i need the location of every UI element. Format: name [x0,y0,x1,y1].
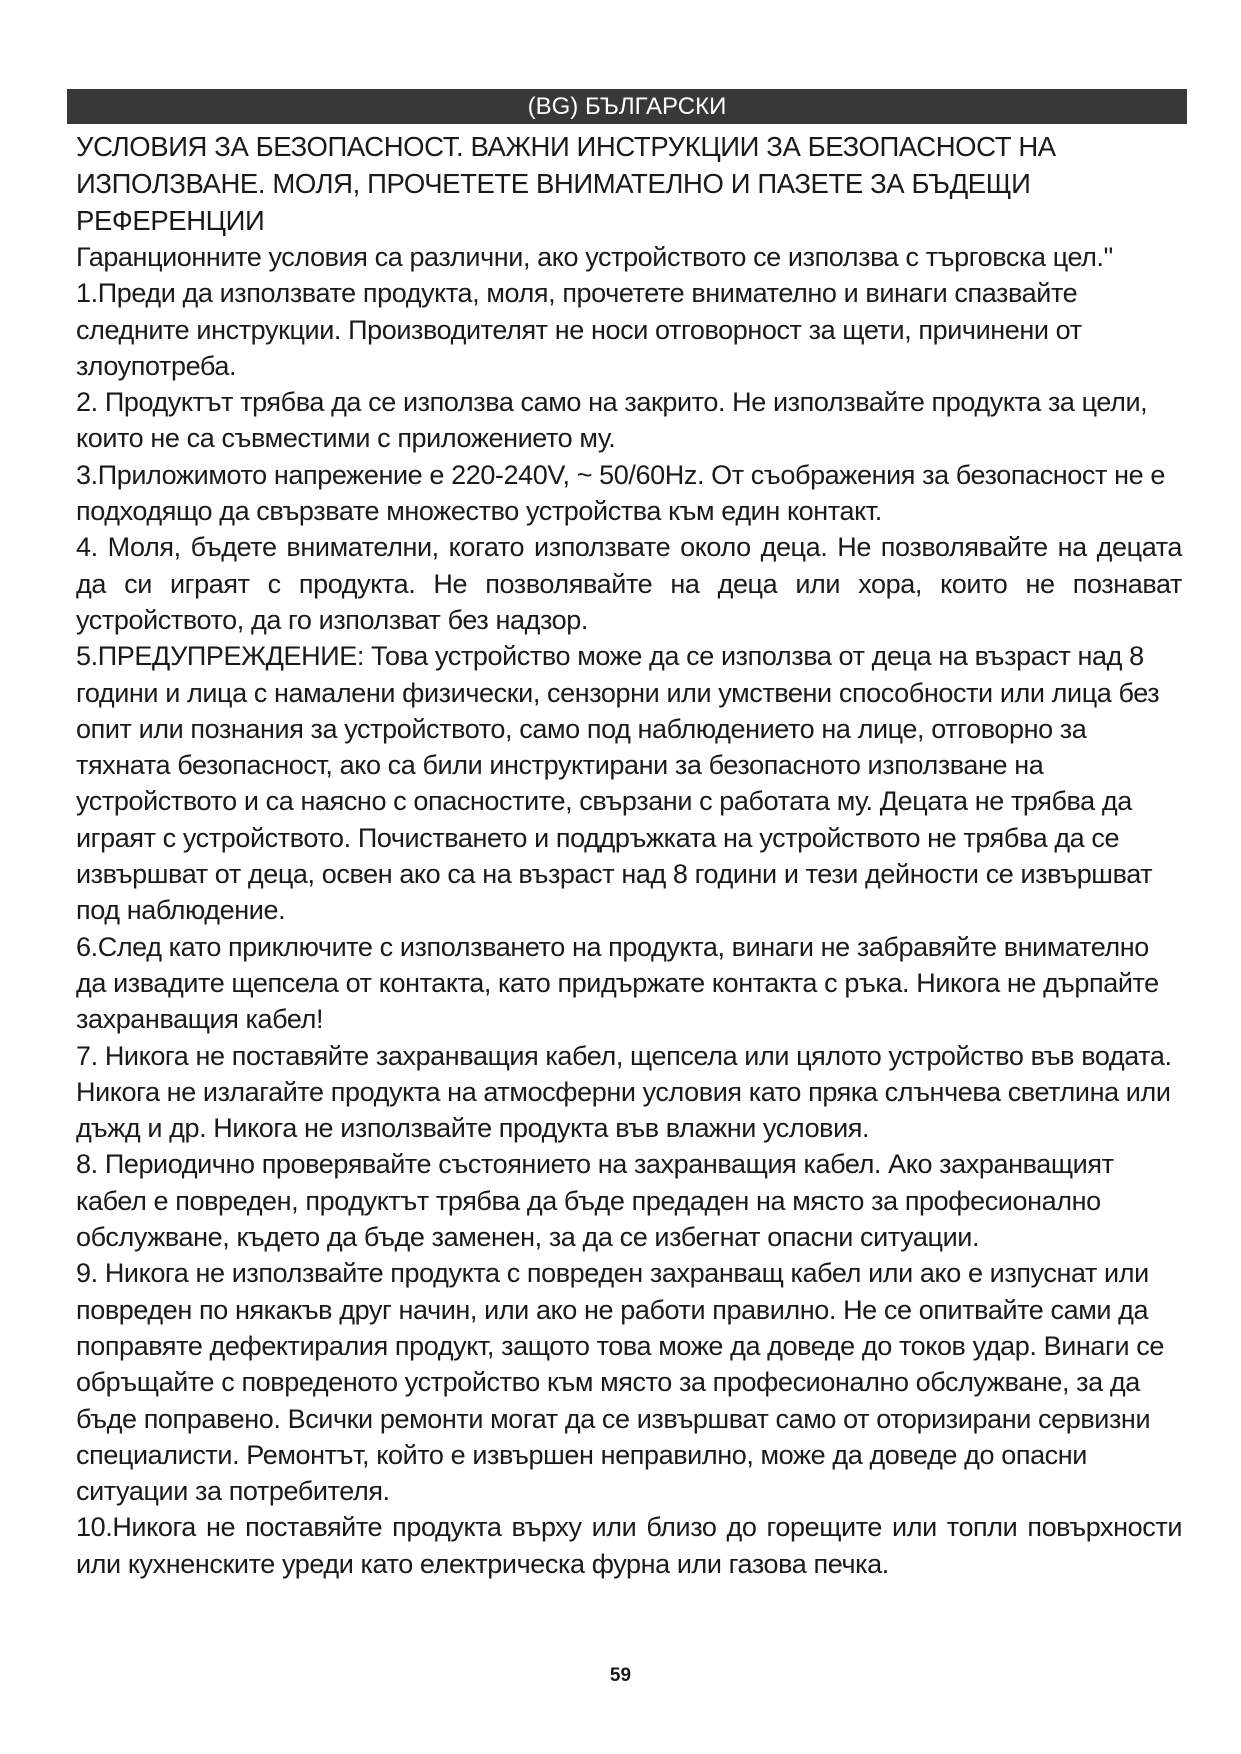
instruction-item-2: 2. Продуктът трябва да се използва само на закрито. Не използвайте продукта за цели, които не са съвместими с приложението му. [76,387,1148,454]
safety-title: УСЛОВИЯ ЗА БЕЗОПАСНОСТ. ВАЖНИ ИНСТРУКЦИИ ЗА БЕЗОПАСНОСТ НА ИЗПОЛЗВАНЕ. МОЛЯ, ПРОЧЕТЕТЕ ВНИМАТЕЛНО И ПАЗЕТЕ ЗА БЪДЕЩИ РЕФЕРЕНЦИИ [76,131,1056,236]
instruction-item-8: 8. Периодично проверявайте състоянието на захранващия кабел. Ако захранващият кабел е повреден, продуктът трябва да бъде предаден на място за професионално обслужване, където да бъде заменен, за да се избегнат опасни ситуации. [76,1149,1114,1253]
document-body [76,128,1182,1582]
page-number: 59 [609,1665,632,1686]
language-header: (BG) БЪЛГАРСКИ [67,89,1187,124]
instruction-item-3: 3.Приложимото напрежение е 220-240V, ~ 50/60Hz. От съображения за безопасност не е подходящо да свързвате множество устройства към един контакт. [76,459,1165,527]
instruction-item-1: 1.Преди да използвате продукта, моля, прочетете внимателно и винаги спазвайте следните инструкции. Производителят не носи отговорност за щети, причинени от злоупотреба. [76,278,1082,381]
instruction-item-9: 9. Никога не използвайте продукта с повреден захранващ кабел или ако е изпуснат или повреден по някакъв друг начин, или ако не работи правилно. Не се опитвайте сами да поправяте дефектиралия продукт, защото това може да доведе до токов удар. Винаги се обръщайте с повреденото устройство към място за професионално обслужване, за да бъде поправено. Всички ремонти могат да се извършват само от оторизирани сервизни специалисти. Ремонтът, който е извършен неправилно, може да доведе до опасни ситуации за потребителя. [76,1258,1164,1507]
warranty-note: Гаранционните условия са различни, ако устройството се използва с търговска цел." [76,242,1113,272]
instruction-item-6: 6.След като приключите с използването на продукта, винаги не забравяйте внимателно да извадите щепсела от контакта, като придържате контакта с ръка. Никога не дърпайте захранващия кабел! [76,931,1159,1035]
instruction-item-7: 7. Никога не поставяйте захранващия кабел, щепсела или цялото устройство във водата. Никога не излагайте продукта на атмосферни условия като пряка слънчева светлина или дъжд и др. Никога не използвайте продукта във влажни условия. [76,1040,1172,1144]
instruction-item-10: 10.Никога не поставяйте продукта върху или близо до горещите или топли повърхности или кухненските уреди като електрическа фурна или газова печка. [76,1512,1182,1579]
instruction-item-5: 5.ПРЕДУПРЕЖДЕНИЕ: Това устройство може да се използва от деца на възраст над 8 години и лица с намалени физически, сензорни или умствени способности или лица без опит или познания за устройството, само под наблюдението на лице, отговорно за тяхната безопасност, ако са били инструктирани за безопасното използване на устройството и са наясно с опасностите, свързани с работата му. Децата не трябва да играят с устройството. Почистването и поддръжката на устройството не трябва да се извършват от деца, освен ако са на възраст над 8 години и тези дейности се извършват под наблюдение. [76,641,1160,926]
instruction-item-4: 4. Моля, бъдете внимателни, когато използвате около деца. Не позволявайте на децата да си играят с продукта. Не позволявайте на деца или хора, които не познават устройството, да го използват без надзор. [76,532,1182,635]
